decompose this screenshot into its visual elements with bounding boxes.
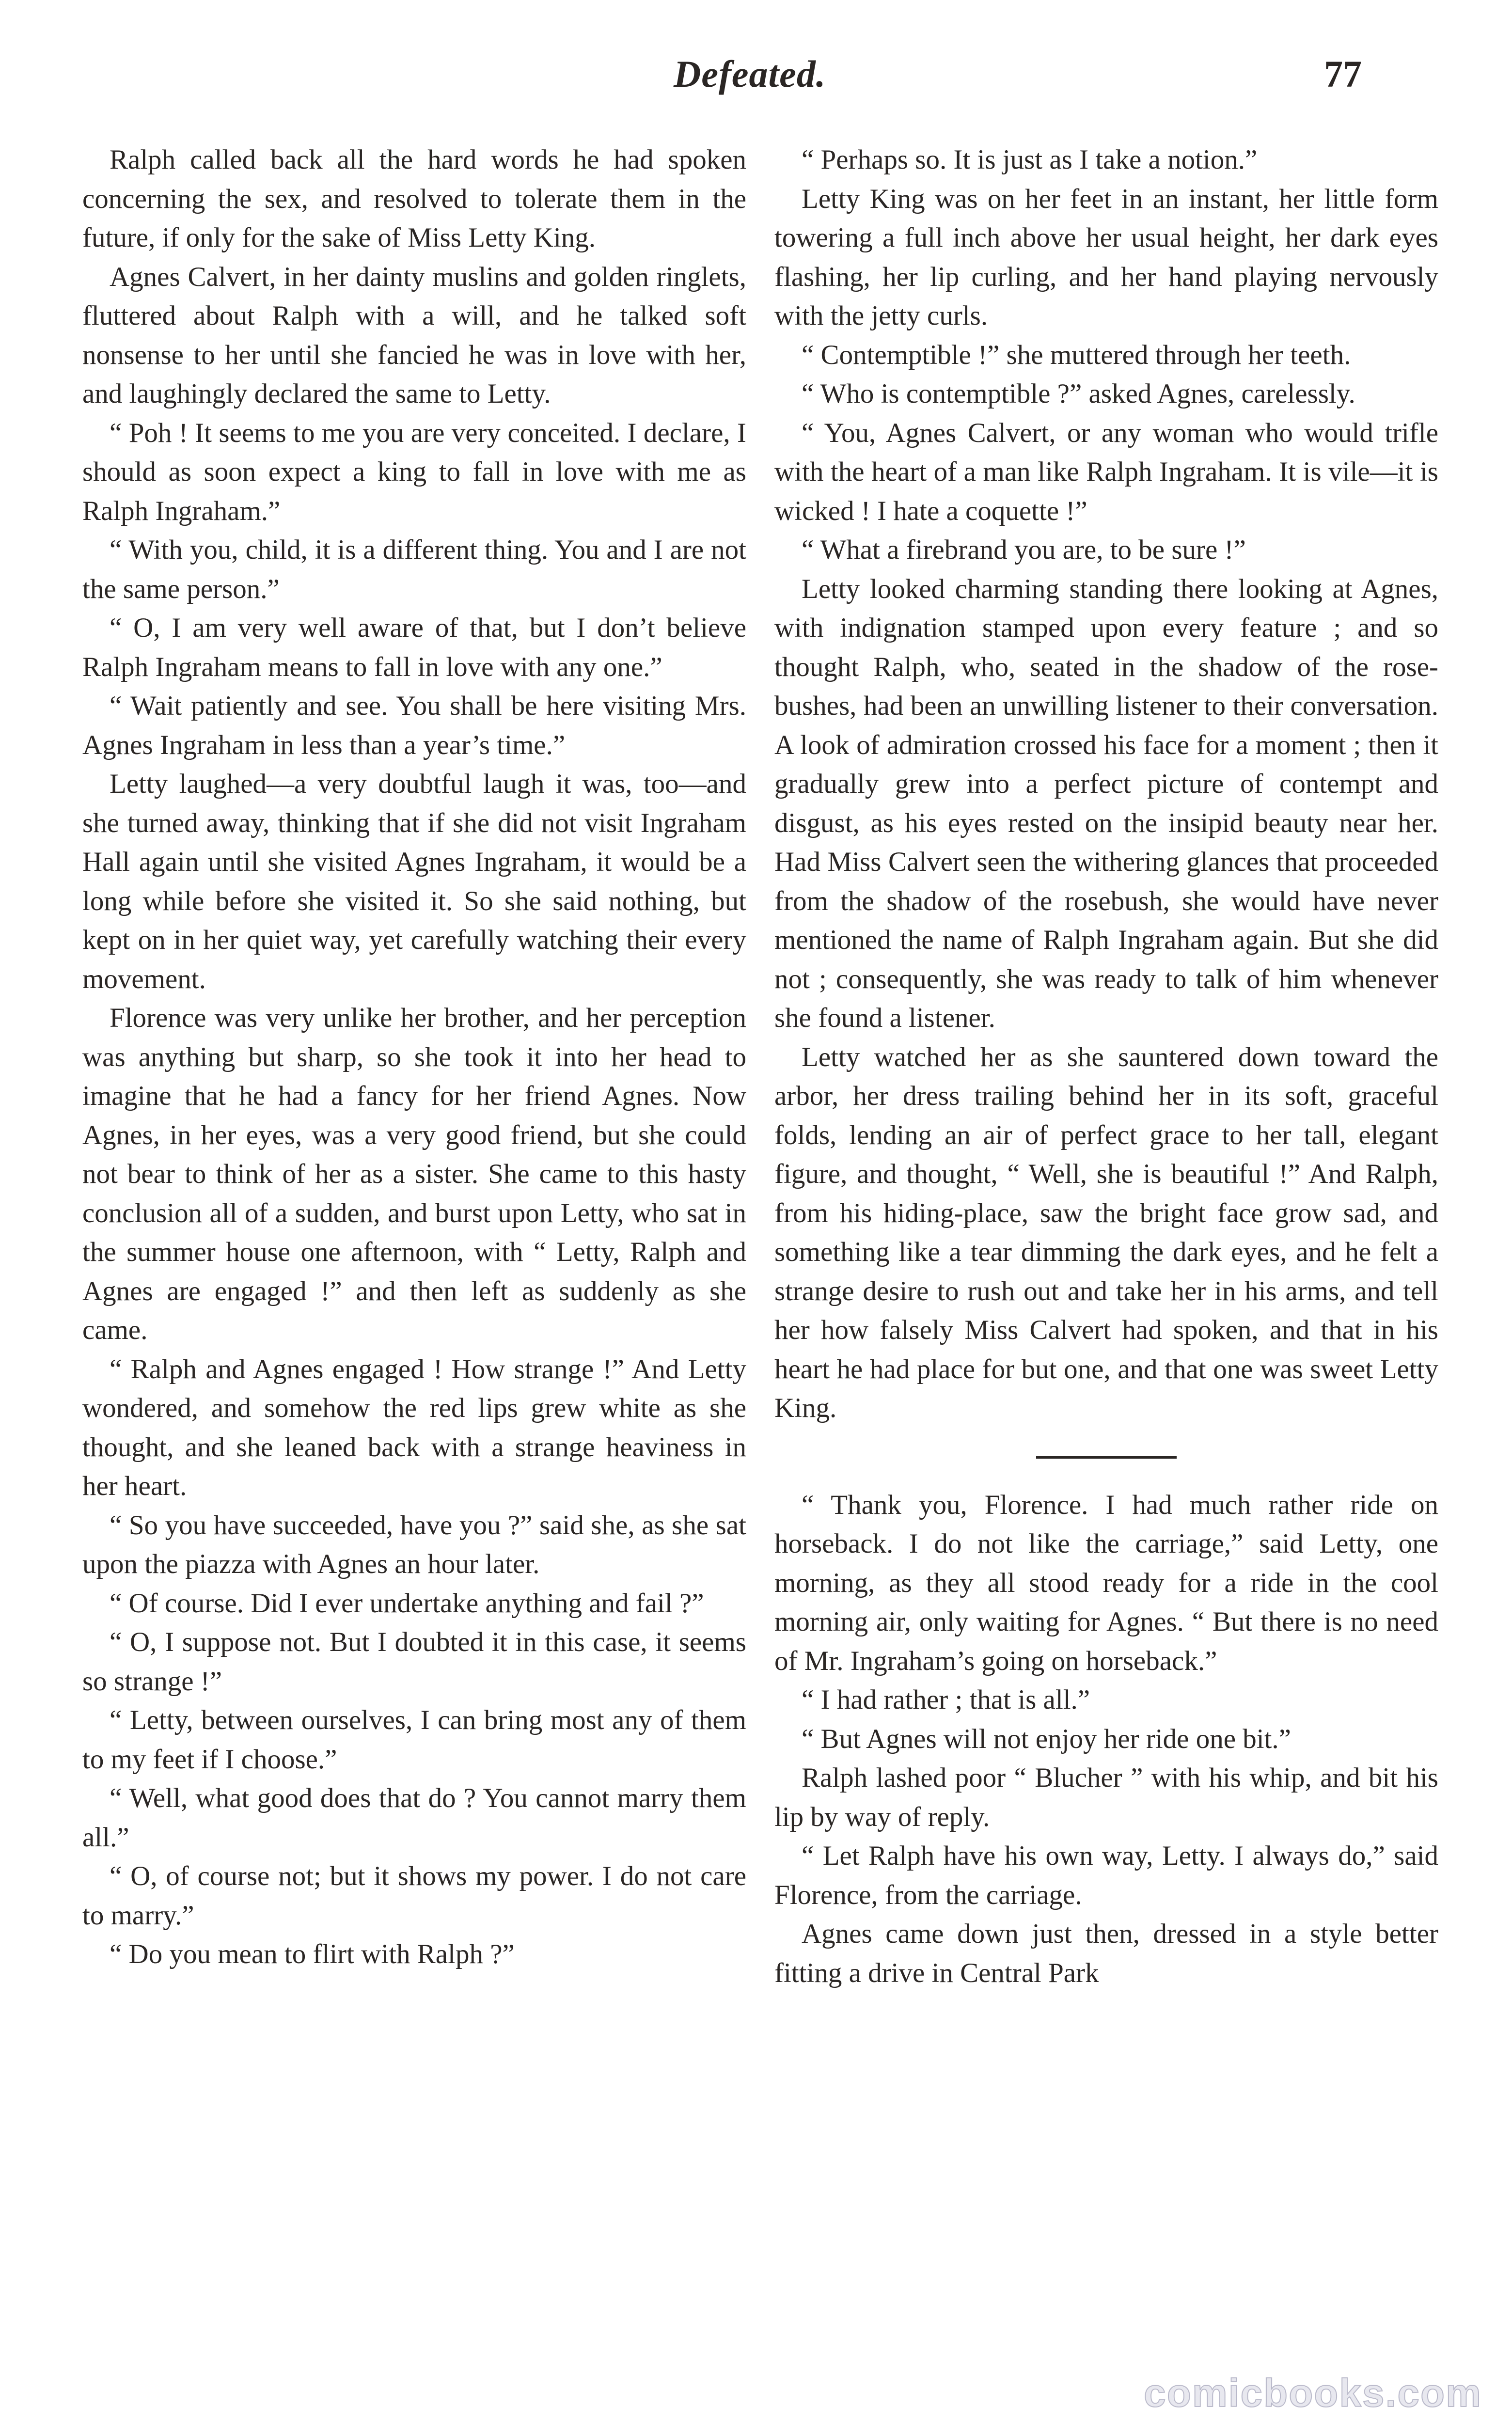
paragraph: “ Let Ralph have his own way, Letty. I always do,” said Florence, from the carriage.	[774, 1841, 1438, 1910]
paragraph: “ Do you mean to flirt with Ralph ?”	[110, 1939, 515, 1969]
paragraph: “ Who is contemptible ?” asked Agnes, carelessly.	[802, 378, 1355, 409]
running-title: Defeated.	[674, 53, 826, 95]
page-header	[78, 52, 1434, 106]
paragraph: “ Perhaps so. It is just as I take a notion.”	[802, 144, 1258, 175]
paragraph: “ O, I am very well aware of that, but I don’t believe Ralph Ingraham means to fall in love with any one.”	[82, 613, 746, 682]
paragraph: Agnes Calvert, in her dainty muslins and golden ringlets, fluttered about Ralph with a will, and he talked soft nonsense to her until she fancied he was in love with her, and laughingly declared the same to Letty.	[82, 261, 746, 409]
section-divider	[1036, 1456, 1177, 1459]
paragraph: “ Ralph and Agnes engaged ! How strange !” And Letty wondered, and somehow the red lips grew white as she thought, and she leaned back with a strange heaviness in her heart.	[82, 1353, 746, 1501]
paragraph: “ What a firebrand you are, to be sure !”	[802, 535, 1246, 565]
paragraph: Letty watched her as she sauntered down toward the arbor, her dress trailing behind her in its soft, graceful folds, lending an air of perfect grace to her tall, elegant figure, and thought, “ Well, she is beautiful !” And Ralph, from his hiding-place, saw the bright face grow sad, and something like a tear dimming the dark eyes, and he felt a strange desire to rush out and take her in his arms, and tell her how falsely Miss Calvert had spoken, and that in his heart he had place for but one, and that one was sweet Letty King.	[774, 1041, 1438, 1423]
paragraph: “ Wait patiently and see. You shall be here visiting Mrs. Agnes Ingraham in less than a year’s time.”	[82, 691, 746, 760]
paragraph: “ I had rather ; that is all.”	[802, 1684, 1090, 1715]
paragraph: Letty King was on her feet in an instant, her little form towering a full inch above her usual height, her dark eyes flashing, her lip curling, and her hand playing nervously with the jetty curls.	[774, 183, 1438, 331]
paragraph: “ But Agnes will not enjoy her ride one bit.”	[802, 1723, 1291, 1754]
watermark-logo: comicbooks.com	[1144, 2371, 1482, 2415]
paragraph: Letty looked charming standing there looking at Agnes, with indignation stamped upon every feature ; and so thought Ralph, who, seated in the shadow of the rose-bushes, had been an unwilling listener to their conversation. A look of admiration crossed his face for a moment ; then it gradually grew into a perfect picture of contempt and disgust, as his eyes rested on the insipid beauty near her. Had Miss Calvert seen the withering glances that proceeded from the shadow of the rosebush, she would have never mentioned the name of Ralph Ingraham again. But she did not ; consequently, she was ready to talk of him whenever she found a listener.	[774, 573, 1438, 1033]
paragraph: “ You, Agnes Calvert, or any woman who would trifle with the heart of a man like Ralph Ingraham. It is vile—it is wicked ! I hate a coquette !”	[774, 417, 1438, 526]
paragraph: Ralph called back all the hard words he had spoken concerning the sex, and resolved to tolerate them in the future, if only for the sake of Miss Letty King.	[82, 144, 746, 253]
paragraph: Letty laughed—a very doubtful laugh it was, too—and she turned away, thinking that if she did not visit Ingraham Hall again until she visited Agnes Ingraham, it would be a long while before she visited it. So she said nothing, but kept on in her quiet way, yet carefully watching their every movement.	[82, 769, 746, 994]
paragraph: “ Poh ! It seems to me you are very conceited. I declare, I should as soon expect a king to fall in love with me as Ralph Ingraham.”	[82, 417, 746, 526]
left-column	[82, 141, 746, 1974]
right-column	[774, 141, 1438, 1993]
paragraph: “ So you have succeeded, have you ?” said she, as she sat upon the piazza with Agnes an hour later.	[82, 1510, 746, 1579]
paragraph: “ With you, child, it is a different thing. You and I are not the same person.”	[82, 535, 746, 604]
paragraph: “ Well, what good does that do ? You cannot marry them all.”	[82, 1783, 746, 1853]
paragraph: Florence was very unlike her brother, and her perception was anything but sharp, so she took it into her head to imagine that he had a fancy for her friend Agnes. Now Agnes, in her eyes, was a very good friend, but she could not bear to think of her as a sister. She came to this hasty conclusion all of a sudden, and burst upon Letty, who sat in the summer house one afternoon, with “ Letty, Ralph and Agnes are engaged !” and then left as suddenly as she came.	[82, 1003, 746, 1345]
paragraph: Ralph lashed poor “ Blucher ” with his whip, and bit his lip by way of reply.	[774, 1762, 1438, 1832]
paragraph: “ Contemptible !” she muttered through her teeth.	[802, 339, 1351, 370]
paragraph: “ O, I suppose not. But I doubted it in this case, it seems so strange !”	[82, 1627, 746, 1697]
page-number: 77	[1324, 53, 1362, 95]
paragraph: “ Thank you, Florence. I had much rather ride on horseback. I do not like the carriage,” said Letty, one morning, as they all stood ready for a ride in the cool morning air, only waiting for Agnes. “ But there is no need of Mr. Ingraham’s going on horseback.”	[774, 1489, 1438, 1676]
paragraph: “ Of course. Did I ever undertake anything and fail ?”	[110, 1588, 704, 1619]
paragraph: Agnes came down just then, dressed in a style better fitting a drive in Central Park	[774, 1919, 1438, 1988]
paragraph: “ Letty, between ourselves, I can bring most any of them to my feet if I choose.”	[82, 1705, 746, 1775]
paragraph: “ O, of course not; but it shows my power. I do not care to marry.”	[82, 1861, 746, 1931]
